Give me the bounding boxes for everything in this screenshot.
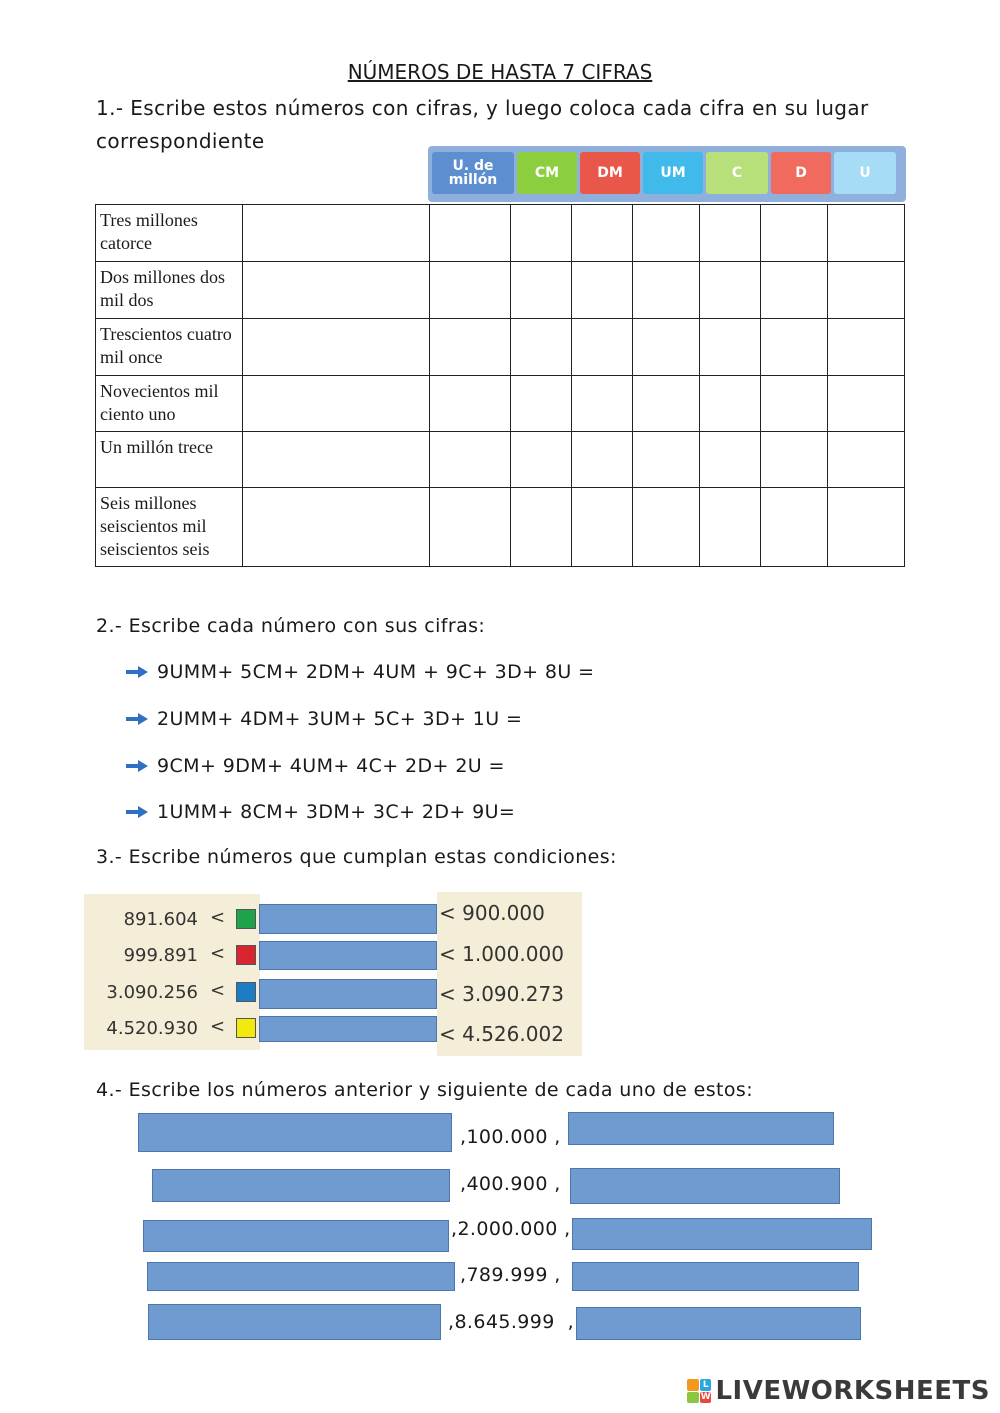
row-label: Tres millones catorce xyxy=(96,205,243,262)
given-number: ,400.900 , xyxy=(460,1173,561,1195)
digit-cell[interactable] xyxy=(700,262,761,319)
digit-cell[interactable] xyxy=(633,432,700,488)
expression-text: 9CM+ 9DM+ 4UM+ 4C+ 2D+ 2U = xyxy=(157,755,505,777)
row-label: Seis millones seiscientos mil seiscientos seis xyxy=(96,488,243,567)
digit-cell[interactable] xyxy=(429,488,510,567)
list-item xyxy=(126,755,505,777)
green-swatch xyxy=(236,909,256,929)
yellow-swatch xyxy=(236,1018,256,1038)
digit-cell[interactable] xyxy=(510,376,572,432)
digit-cell[interactable] xyxy=(828,432,905,488)
logo-letter: W xyxy=(700,1392,711,1403)
table-row xyxy=(96,205,905,262)
digit-cell[interactable] xyxy=(633,205,700,262)
next-number-box[interactable] xyxy=(576,1307,861,1340)
given-number: ,2.000.000 , xyxy=(451,1218,571,1240)
answer-box[interactable] xyxy=(259,941,437,970)
previous-number-box[interactable] xyxy=(143,1220,449,1252)
digit-cell[interactable] xyxy=(700,376,761,432)
upper-bound-row: < 4.526.002 xyxy=(439,1022,564,1046)
previous-number-box[interactable] xyxy=(138,1113,452,1152)
question-4-text: 4.- Escribe los números anterior y siguiente de cada uno de estos: xyxy=(96,1079,753,1101)
upper-bound-row: < 1.000.000 xyxy=(439,942,564,966)
row-label: Novecientos mil ciento uno xyxy=(96,376,243,432)
digit-cell[interactable] xyxy=(429,376,510,432)
digit-cell[interactable] xyxy=(761,488,828,567)
previous-number-box[interactable] xyxy=(148,1304,441,1340)
row-label: Dos millones dos mil dos xyxy=(96,262,243,319)
arrow-right-icon xyxy=(126,713,148,725)
digit-cell[interactable] xyxy=(572,432,633,488)
row-label: Un millón trece xyxy=(96,432,243,488)
digit-cell[interactable] xyxy=(633,262,700,319)
digit-cell[interactable] xyxy=(828,488,905,567)
question-1-text: 1.- Escribe estos números con cifras, y luego coloca cada cifra en su lugar correspondiente xyxy=(96,96,869,153)
digit-cell[interactable] xyxy=(828,205,905,262)
lower-bound: 3.090.256 xyxy=(106,982,198,1003)
arrow-right-icon xyxy=(126,806,148,818)
brand-footer xyxy=(687,1376,990,1406)
digit-cell[interactable] xyxy=(572,376,633,432)
previous-number-box[interactable] xyxy=(152,1169,450,1202)
previous-number-box[interactable] xyxy=(147,1262,455,1291)
given-number: ,789.999 , xyxy=(460,1264,561,1286)
header-um: UM xyxy=(643,152,703,194)
number-input-cell[interactable] xyxy=(242,205,429,262)
digit-cell[interactable] xyxy=(761,319,828,376)
less-than-sign: < xyxy=(210,1016,226,1037)
digit-cell[interactable] xyxy=(761,262,828,319)
question-3-text: 3.- Escribe números que cumplan estas condiciones: xyxy=(96,846,617,868)
digit-cell[interactable] xyxy=(572,319,633,376)
number-input-cell[interactable] xyxy=(242,376,429,432)
lower-bound: 4.520.930 xyxy=(106,1018,198,1039)
digit-cell[interactable] xyxy=(633,319,700,376)
digit-cell[interactable] xyxy=(761,432,828,488)
arrow-right-icon xyxy=(126,666,148,678)
less-than-sign: < xyxy=(210,980,226,1001)
digit-cell[interactable] xyxy=(761,205,828,262)
digit-cell[interactable] xyxy=(761,376,828,432)
list-item xyxy=(126,708,522,730)
table-row xyxy=(96,262,905,319)
header-c: C xyxy=(706,152,768,194)
header-unidad-millon: U. de millón xyxy=(432,152,514,194)
page-title: NÚMEROS DE HASTA 7 CIFRAS xyxy=(347,60,653,84)
arrow-right-icon xyxy=(126,760,148,772)
expression-text: 2UMM+ 4DM+ 3UM+ 5C+ 3D+ 1U = xyxy=(157,708,523,730)
given-number: ,100.000 , xyxy=(460,1126,561,1148)
number-table xyxy=(95,204,905,567)
digit-cell[interactable] xyxy=(700,205,761,262)
digit-cell[interactable] xyxy=(572,488,633,567)
blue-swatch xyxy=(236,982,256,1002)
row-label: Trescientos cuatro mil once xyxy=(96,319,243,376)
digit-cell[interactable] xyxy=(828,262,905,319)
digit-cell[interactable] xyxy=(429,205,510,262)
next-number-box[interactable] xyxy=(572,1262,859,1291)
lower-bound: 891.604 xyxy=(123,909,198,930)
digit-cell[interactable] xyxy=(510,205,572,262)
table-row xyxy=(96,432,905,488)
digit-cell[interactable] xyxy=(633,488,700,567)
answer-box[interactable] xyxy=(259,904,437,934)
answer-box[interactable] xyxy=(259,1016,437,1042)
table-row xyxy=(96,488,905,567)
list-item xyxy=(126,661,594,683)
next-number-box[interactable] xyxy=(572,1218,872,1250)
conditions-right-panel xyxy=(437,892,582,1056)
digit-cell[interactable] xyxy=(633,376,700,432)
expression-text: 9UMM+ 5CM+ 2DM+ 4UM + 9C+ 3D+ 8U = xyxy=(157,661,595,683)
lower-bound: 999.891 xyxy=(123,945,198,966)
number-input-cell[interactable] xyxy=(242,262,429,319)
table-row xyxy=(96,376,905,432)
expression-text: 1UMM+ 8CM+ 3DM+ 3C+ 2D+ 9U= xyxy=(157,801,516,823)
conditions-left-panel xyxy=(84,894,260,1050)
logo-letter: L xyxy=(700,1379,712,1391)
number-input-cell[interactable] xyxy=(242,319,429,376)
digit-cell[interactable] xyxy=(700,432,761,488)
digit-cell[interactable] xyxy=(572,205,633,262)
digit-cell[interactable] xyxy=(429,262,510,319)
digit-cell[interactable] xyxy=(828,319,905,376)
digit-cell[interactable] xyxy=(510,319,572,376)
brand-name: LIVEWORKSHEETS xyxy=(715,1376,990,1406)
place-value-header xyxy=(428,146,906,202)
red-swatch xyxy=(236,945,256,965)
digit-cell[interactable] xyxy=(700,319,761,376)
digit-cell[interactable] xyxy=(510,262,572,319)
digit-cell[interactable] xyxy=(510,432,572,488)
question-2-text: 2.- Escribe cada número con sus cifras: xyxy=(96,615,486,637)
digit-cell[interactable] xyxy=(700,488,761,567)
liveworksheets-logo-icon xyxy=(687,1379,711,1403)
next-number-box[interactable] xyxy=(568,1112,834,1145)
number-input-cell[interactable] xyxy=(242,432,429,488)
upper-bound-row: < 900.000 xyxy=(439,901,545,925)
header-u: U xyxy=(834,152,896,194)
given-number: ,8.645.999 , xyxy=(448,1311,575,1333)
digit-cell[interactable] xyxy=(828,376,905,432)
digit-cell[interactable] xyxy=(510,488,572,567)
next-number-box[interactable] xyxy=(570,1168,840,1204)
number-input-cell[interactable] xyxy=(242,488,429,567)
digit-cell[interactable] xyxy=(429,432,510,488)
digit-cell[interactable] xyxy=(429,319,510,376)
less-than-sign: < xyxy=(210,943,226,964)
header-cm: CM xyxy=(517,152,577,194)
answer-box[interactable] xyxy=(259,979,437,1009)
upper-bound-row: < 3.090.273 xyxy=(439,982,564,1006)
less-than-sign: < xyxy=(210,907,226,928)
header-dm: DM xyxy=(580,152,640,194)
digit-cell[interactable] xyxy=(572,262,633,319)
list-item xyxy=(126,801,515,823)
table-row xyxy=(96,319,905,376)
header-d: D xyxy=(771,152,831,194)
